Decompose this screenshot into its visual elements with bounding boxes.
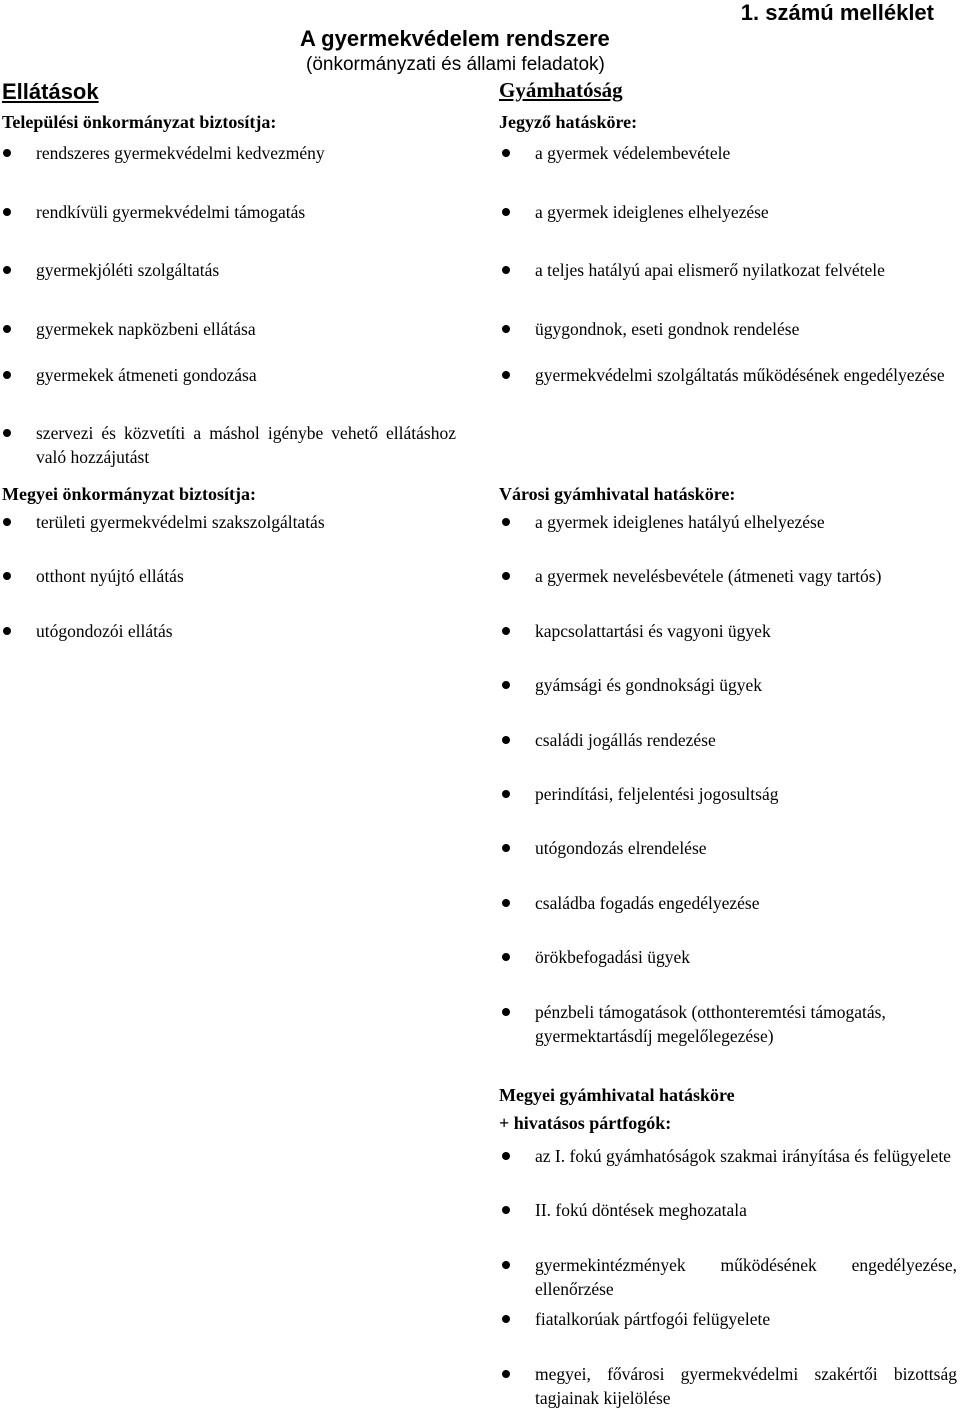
list-item: rendszeres gyermekvédelmi kedvezmény: [36, 141, 476, 165]
list-item: fiatalkorúak pártfogói felügyelete: [535, 1307, 957, 1331]
bullet-icon: [502, 149, 510, 157]
bullet-icon: [502, 208, 510, 216]
list-item: utógondozói ellátás: [36, 619, 476, 643]
list-item: gyermekvédelmi szolgáltatás működésének engedélyezése: [535, 363, 957, 387]
bullet-icon: [502, 1370, 510, 1378]
bullet-icon: [502, 266, 510, 274]
list-item: gyermekjóléti szolgáltatás: [36, 258, 476, 282]
county-guardianship-subheading: Megyei gyámhivatal hatásköre: [499, 1085, 735, 1105]
guardianship-heading: Gyámhatóság: [499, 78, 623, 102]
services-heading: Ellátások: [2, 79, 99, 104]
document-subtitle: (önkormányzati és állami feladatok): [306, 54, 605, 75]
list-item: a gyermek védelembevétele: [535, 141, 957, 165]
bullet-icon: [502, 325, 510, 333]
list-item: megyei, fővárosi gyermekvédelmi szakértői bizottság tagjainak kijelölése: [535, 1362, 957, 1410]
list-item: pénzbeli támogatások (otthonteremtési támogatás, gyermektartásdíj megelőlegezése): [535, 1000, 957, 1048]
list-item: a teljes hatályú apai elismerő nyilatkozat felvétele: [535, 258, 957, 282]
list-item: gyermekintézmények működésének engedélyezése, ellenőrzése: [535, 1253, 957, 1301]
list-item: utógondozás elrendelése: [535, 836, 957, 860]
bullet-icon: [502, 736, 510, 744]
list-item: családba fogadás engedélyezése: [535, 891, 957, 915]
bullet-icon: [502, 1152, 510, 1160]
list-item: a gyermek ideiglenes hatályú elhelyezése: [535, 510, 957, 534]
bullet-icon: [502, 572, 510, 580]
list-item: családi jogállás rendezése: [535, 728, 957, 752]
bullet-icon: [502, 1206, 510, 1214]
list-item: gyámsági és gondnoksági ügyek: [535, 673, 957, 697]
list-item: az I. fokú gyámhatóságok szakmai irányítása és felügyelete: [535, 1144, 957, 1168]
bullet-icon: [502, 844, 510, 852]
bullet-icon: [3, 572, 11, 580]
bullet-icon: [502, 681, 510, 689]
bullet-icon: [3, 518, 11, 526]
list-item: rendkívüli gyermekvédelmi támogatás: [36, 200, 476, 224]
document-title: A gyermekvédelem rendszere: [300, 26, 610, 51]
list-item: örökbefogadási ügyek: [535, 945, 957, 969]
bullet-icon: [3, 208, 11, 216]
list-item: gyermekek napközbeni ellátása: [36, 317, 476, 341]
bullet-icon: [3, 371, 11, 379]
list-item: területi gyermekvédelmi szakszolgáltatás: [36, 510, 476, 534]
list-item: a gyermek ideiglenes elhelyezése: [535, 200, 957, 224]
bullet-icon: [3, 429, 11, 437]
bullet-icon: [502, 518, 510, 526]
bullet-icon: [502, 899, 510, 907]
list-item: gyermekek átmeneti gondozása: [36, 363, 476, 387]
annex-number: 1. számú melléklet: [740, 0, 934, 25]
bullet-icon: [3, 627, 11, 635]
bullet-icon: [3, 266, 11, 274]
bullet-icon: [502, 371, 510, 379]
list-item: otthont nyújtó ellátás: [36, 564, 476, 588]
list-item: kapcsolattartási és vagyoni ügyek: [535, 619, 957, 643]
bullet-icon: [3, 149, 11, 157]
list-item: II. fokú döntések meghozatala: [535, 1198, 957, 1222]
list-item: ügygondnok, eseti gondnok rendelése: [535, 317, 957, 341]
county-government-subheading: Megyei önkormányzat biztosítja:: [2, 484, 256, 504]
bullet-icon: [502, 627, 510, 635]
bullet-icon: [3, 325, 11, 333]
probation-officers-subheading: + hivatásos pártfogók:: [499, 1113, 672, 1133]
city-guardianship-subheading: Városi gyámhivatal hatásköre:: [499, 484, 736, 504]
bullet-icon: [502, 790, 510, 798]
bullet-icon: [502, 1008, 510, 1016]
local-government-subheading: Települési önkormányzat biztosítja:: [2, 112, 277, 132]
bullet-icon: [502, 1315, 510, 1323]
notary-subheading: Jegyző hatásköre:: [499, 112, 638, 132]
bullet-icon: [502, 1261, 510, 1269]
list-item: a gyermek nevelésbevétele (átmeneti vagy tartós): [535, 564, 957, 588]
bullet-icon: [502, 953, 510, 961]
list-item: szervezi és közvetíti a máshol igénybe vehető ellátáshoz való hozzájutást: [36, 421, 456, 469]
list-item: perindítási, feljelentési jogosultság: [535, 782, 957, 806]
